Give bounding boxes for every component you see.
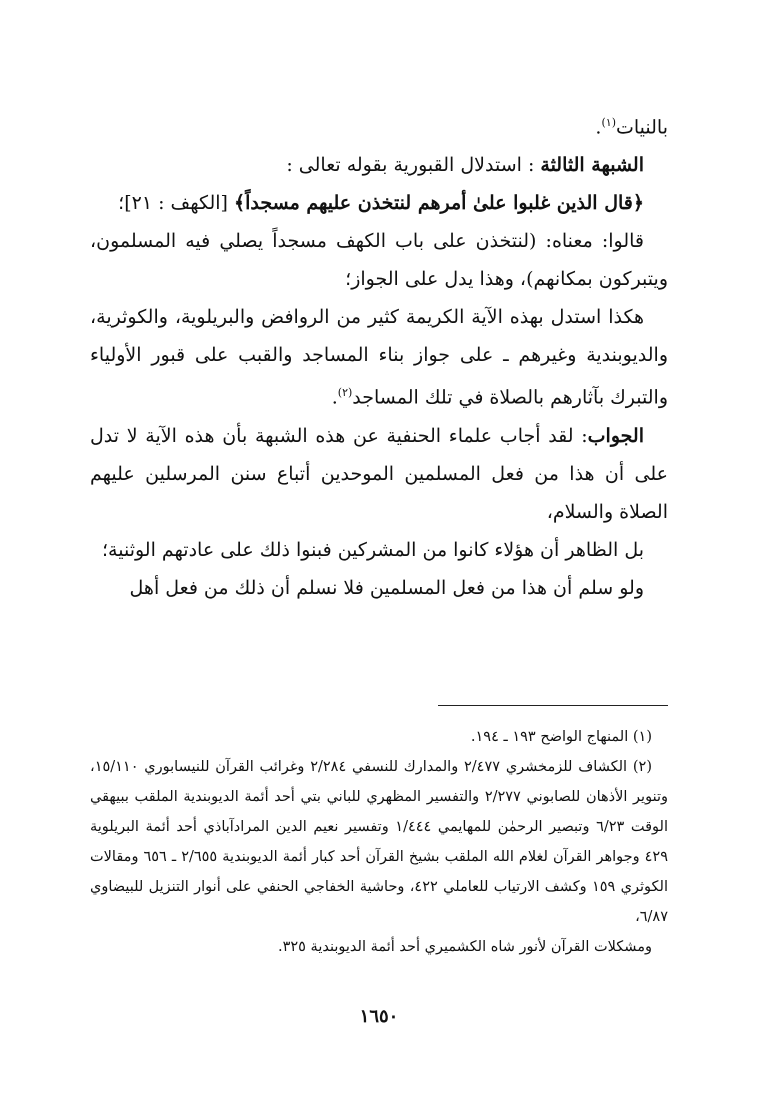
footnotes <box>90 722 668 962</box>
answer-term: الجواب <box>587 424 644 447</box>
paragraph-rebuttal: بل الظاهر أن هؤلاء كانوا من المشركين فبنوا ذلك على عادتهم الوثنية؛ <box>102 538 644 561</box>
footnote-ref-1: (١) <box>601 116 616 129</box>
paragraph-third-doubt: الشبهة الثالثة : استدلال القبورية بقوله تعالى : <box>286 154 644 177</box>
footnote-divider <box>438 705 668 706</box>
main-text <box>90 104 668 607</box>
footnote-1: (١) المنهاج الواضح ١٩٣ ـ ١٩٤. <box>470 729 652 745</box>
footnote-ref-2: (٢) <box>337 386 353 400</box>
footnote-2: (٢) الكشاف للزمخشري ٢/٤٧٧ والمدارك للنسفي ٢/٢٨٤ وغرائب القرآن للنيسابوري ١٥/١١٠، وتنوير الأذهان للصابوني ٢/٢٧٧ والتفسير المظهري للباني بتي أحد أئمة الديوبندية الملقب ببيهقي الوقت ٦/٢٣ وتبصير الرحمٰن للمهايمي ١/٤٤٤ وتفسير نعيم الدين المرادآباذي أحد أئمة البريلوية ٤٢٩ وجواهر القرآن لغلام الله الملقب بشيخ القرآن أحد كبار أئمة الديوبندية ٢/٦٥٥ ـ ٦٥٦ ومقالات الكوثري ١٥٩ وكشف الارتياب للعاملي ٤٢٢، وحاشية الخفاجي الحنفي على أنوار التنزيل للبيضاوي ٦/٨٧، <box>90 759 668 925</box>
footnote-2-continued: ومشكلات القرآن لأنور شاه الكشميري أحد أئمة الديوبندية ٣٢٥. <box>277 939 652 955</box>
paragraph-concession: ولو سلم أن هذا من فعل المسلمين فلا نسلم أن ذلك من فعل أهل <box>129 576 644 599</box>
quran-verse: ﴿قال الذين غلبوا علىٰ أمرهم لنتخذن عليهم مسجداً﴾ <box>233 192 644 215</box>
page-number: ١٦٥٠ <box>359 1006 399 1027</box>
paragraph-continuation: بالنيات$^{(١)}$. <box>595 116 668 139</box>
paragraph-verse <box>90 184 668 222</box>
verse-reference: [الكهف : ٢١]؛ <box>118 192 228 215</box>
paragraph-argument: هكذا استدل بهذه الآية الكريمة كثير من الروافض والبريلوية، والكوثرية، والديوبندية وغيرهم ـ على جواز بناء المساجد والقبب على قبور الأولياء والتبرك بآثارهم بالصلاة في تلك المساجد$^{(٢)}$. <box>90 306 668 409</box>
heading-term: الشبهة الثالثة <box>540 154 644 177</box>
paragraph-answer: الجواب: لقد أجاب علماء الحنفية عن هذه الشبهة بأن هذه الآية لا تدل على أن هذا من فعل المسلمين الموحدين أتباع سنن المرسلين عليهم الصلاة والسلام، <box>90 424 668 523</box>
paragraph-interpretation: قالوا: معناه: (لنتخذن على باب الكهف مسجداً يصلي فيه المسلمون، ويتبركون بمكانهم)، وهذا يدل على الجواز؛ <box>90 230 668 291</box>
